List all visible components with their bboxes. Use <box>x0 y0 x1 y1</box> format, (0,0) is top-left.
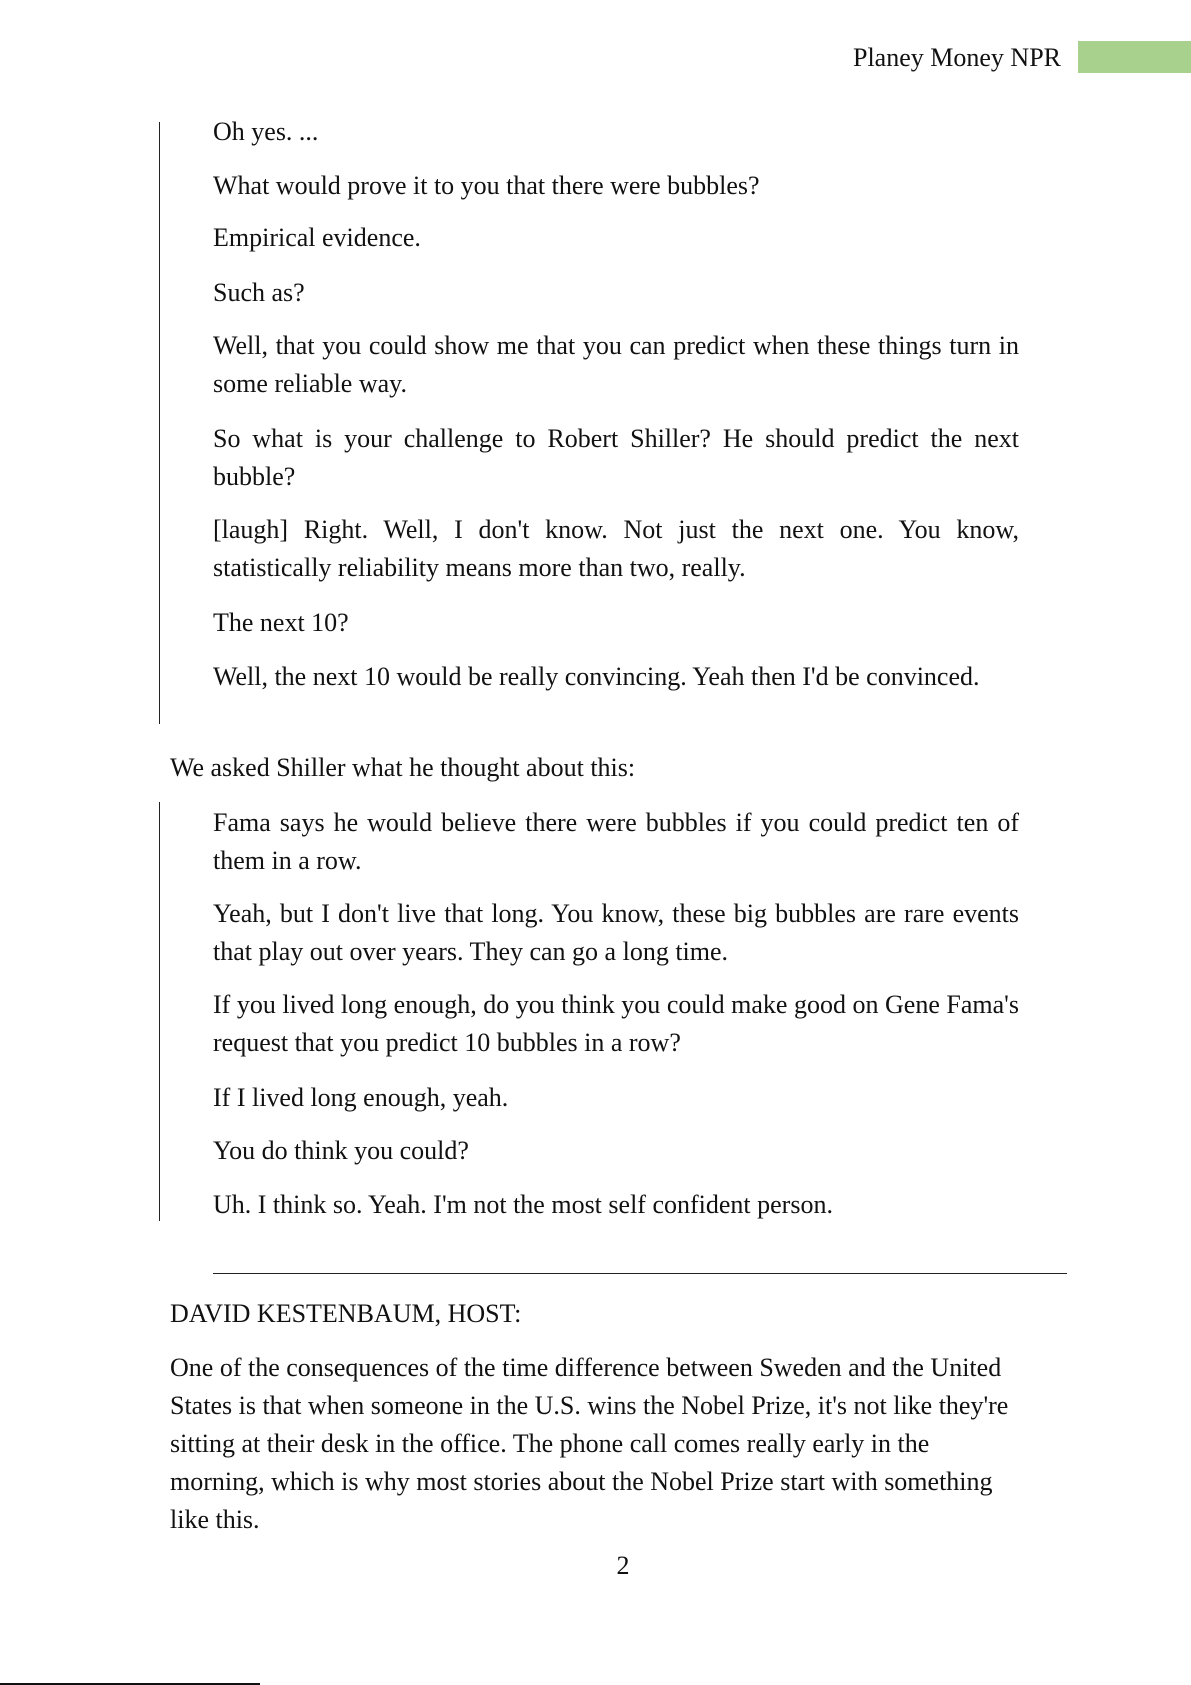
section-divider <box>213 1273 1067 1274</box>
quote-line: Uh. I think so. Yeah. I'm not the most self confident person. <box>213 1190 833 1219</box>
body-paragraph: One of the consequences of the time difference between Sweden and the United States is that when someone in the U.S. wins the Nobel Prize, it's not like they're sitting at their desk in the office. The phone call comes really early in the morning, which is why most stories about the Nobel Prize start with something like this. <box>170 1353 1009 1534</box>
quote-line: So what is your challenge to Robert Shiller? He should predict the next bubble? <box>213 424 1019 491</box>
quote-line: You do think you could? <box>213 1136 469 1165</box>
quote-line: Yeah, but I don't live that long. You know, these big bubbles are rare events that play out over years. They can go a long time. <box>213 899 1019 966</box>
quote-line: Well, the next 10 would be really convincing. Yeah then I'd be convinced. <box>213 662 980 691</box>
quote-line: Empirical evidence. <box>213 223 421 252</box>
quote-line: The next 10? <box>213 608 349 637</box>
quote-line: If I lived long enough, yeah. <box>213 1083 509 1112</box>
quote-line: Oh yes. ... <box>213 117 319 146</box>
quote-line: Fama says he would believe there were bubbles if you could predict ten of them in a row. <box>213 808 1019 875</box>
header-title: Planey Money NPR <box>853 43 1061 72</box>
quote-line: Well, that you could show me that you can predict when these things turn in some reliable way. <box>213 331 1019 398</box>
speaker-label: DAVID KESTENBAUM, HOST: <box>170 1299 522 1328</box>
quote-line: [laugh] Right. Well, I don't know. Not just the next one. You know, statistically reliability means more than two, really. <box>213 515 1019 582</box>
quote-bar <box>159 802 160 1221</box>
header-accent-bar <box>1078 41 1191 73</box>
quote-line: If you lived long enough, do you think you could make good on Gene Fama's request that you predict 10 bubbles in a row? <box>213 990 1019 1057</box>
quote-bar <box>159 122 160 724</box>
quote-line: Such as? <box>213 278 305 307</box>
quote-line: What would prove it to you that there were bubbles? <box>213 171 760 200</box>
intro-line: We asked Shiller what he thought about this: <box>170 753 636 782</box>
page-number: 2 <box>616 1551 630 1580</box>
